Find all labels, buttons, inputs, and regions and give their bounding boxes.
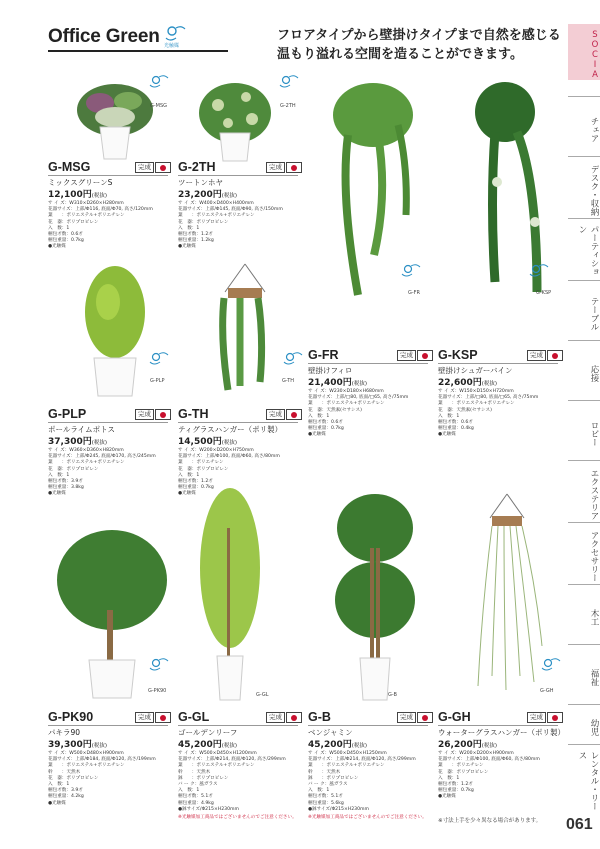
product-code: G-PLP — [48, 407, 87, 421]
divider — [48, 725, 168, 726]
eco-catalyst-icon — [400, 262, 422, 282]
divider — [308, 725, 428, 726]
footnote: ※寸法上手を少々異なる場合があります。 — [438, 818, 542, 824]
japan-flag-icon — [286, 409, 302, 420]
plant-image-g-b — [330, 488, 420, 702]
made-label: 完成 — [397, 712, 416, 723]
product-spec: サ イ ズ：W150×D150×H720mm 花器サイズ：上部/□80, 底面/□65, 高さ/75mm 葉 ：ポリエステル+ポリエチレン 花 器：天然素(セサシス) 入 数：1 梱包才数：0.6才 梱包重量：0.4kg ●光触媒 — [438, 389, 539, 438]
product-name: ベンジャミン — [308, 728, 353, 737]
made-tags — [397, 712, 433, 723]
eco-catalyst-icon — [282, 350, 304, 370]
image-code-g-fr: G-FR — [408, 290, 421, 296]
product-price: 45,200円(税抜) — [178, 740, 238, 750]
made-label: 完成 — [135, 409, 154, 420]
made-label: 完成 — [135, 712, 154, 723]
product-name: ポールライムポトス — [48, 425, 116, 434]
made-tags — [266, 162, 302, 173]
made-tags — [397, 350, 433, 361]
divider — [48, 422, 168, 423]
tab-accessory[interactable]: アクセサリー — [568, 522, 600, 584]
eco-catalyst-icon — [148, 73, 170, 93]
product-spec: サ イ ズ：W400×D400×H400mm 花器サイズ：上部/Φ145, 底面/Φ90, 高さ/150mm 葉 ：ポリエステル+ポリエチレン 花 器：ポリプロピレン 入 数：1 梱包才数：1.2才 梱包重量：1.2kg ●光触媒 — [178, 201, 283, 250]
divider — [178, 175, 298, 176]
eco-catalyst-icon — [528, 262, 550, 282]
category-sidebar — [568, 24, 600, 824]
made-tags — [527, 350, 563, 361]
made-tags — [266, 712, 302, 723]
product-name: 壁掛けフィロ — [308, 366, 353, 375]
product-code: G-2TH — [178, 160, 216, 174]
eco-catalyst-icon — [148, 656, 170, 676]
product-code: G-GL — [178, 710, 210, 724]
product-name: パキラ90 — [48, 728, 81, 737]
made-tags — [266, 409, 302, 420]
made-tags — [527, 712, 563, 723]
made-label: 完成 — [266, 162, 285, 173]
divider — [438, 725, 558, 726]
product-price: 21,400円(税抜) — [308, 378, 368, 388]
product-name: ウォーターグラスハンガー（ポリ製） — [438, 728, 565, 737]
made-label: 完成 — [266, 409, 285, 420]
product-spec: サ イ ズ：W310×D260×H280mm 花器サイズ：上部/Φ116, 底面/Φ70, 高さ/120mm 葉 ：ポリエステル+ポリエチレン 花 器：ポリプロピレン 入 数：1 梱包才数：0.6才 梱包重量：0.7kg ●光触媒 — [48, 201, 153, 250]
image-code-g-pk90: G-PK90 — [148, 688, 167, 694]
product-name: ミックスグリーンS — [48, 178, 113, 187]
product-name: ツートンホヤ — [178, 178, 223, 187]
product-spec: サ イ ズ：W500×D450×H1200mm 花器サイズ：上部/Φ214, 底面/Φ120, 高さ/299mm 葉 ：ポリエステル+ポリエチレン 幹 ：天然木 鉢 ：ポリプロピレン バ ー ク：風ガラス 入 数：1 梱包才数：5.1才 梱包重量：4.9kg ●鉢サイズ/Φ215×H230mm — [178, 751, 286, 812]
notice-text: ※光触媒加工商品ではございませんのでご注意ください。 — [178, 815, 297, 820]
product-price: 23,200円(税抜) — [178, 190, 238, 200]
made-tags — [135, 162, 171, 173]
image-code-g-plp: G-PLP — [150, 378, 165, 384]
japan-flag-icon — [155, 162, 171, 173]
product-price: 14,500円(税抜) — [178, 437, 238, 447]
tab-infant[interactable]: 幼児 — [568, 704, 600, 744]
japan-flag-icon — [417, 712, 433, 723]
product-code: G-GH — [438, 710, 471, 724]
image-code-g-gh: G-GH — [540, 688, 554, 694]
made-tags — [135, 409, 171, 420]
japan-flag-icon — [286, 712, 302, 723]
product-code: G-B — [308, 710, 331, 724]
japan-flag-icon — [155, 712, 171, 723]
product-name: ゴールデンリーフ — [178, 728, 238, 737]
product-spec: サ イ ズ：W500×D480×H900mm 花器サイズ：上部/Φ184, 底面/Φ120, 高さ/199mm 葉 ：ポリエステル+ポリエチレン 幹 ：天然木 花 器：ポリプロピレン 入 数：1 梱包才数：3.9才 梱包重量：4.2kg ●光触媒 — [48, 751, 156, 806]
japan-flag-icon — [286, 162, 302, 173]
japan-flag-icon — [417, 350, 433, 361]
made-label: 完成 — [135, 162, 154, 173]
tab-rental[interactable]: レンタル・リース — [568, 744, 600, 812]
product-spec: サ イ ズ：W360×D360×H820mm 花器サイズ：上部/Φ245, 底面/Φ170, 高さ/245mm 葉 ：ポリエステル+ポリエチレン 花 器：ポリプロピレン 入 数：1 梱包才数：3.9才 梱包重量：3.8kg ●光触媒 — [48, 448, 156, 497]
product-spec: サ イ ズ：W230×D180×H680mm 花器サイズ：上部/□80, 底面/□65, 高さ/75mm 葉 ：ポリエステル+ポリエチレン 花 器：天然素(セサシス) 入 数：1 梱包才数：0.6才 梱包重量：0.7kg ●光触媒 — [308, 389, 409, 438]
product-code: G-TH — [178, 407, 209, 421]
eco-catalyst-icon — [540, 656, 562, 676]
product-spec: サ イ ズ：W500×D450×H1250mm 花器サイズ：上部/Φ214, 底面/Φ120, 高さ/299mm 葉 ：ポリエステル+ポリエチレン 幹 ：天然木 鉢 ：ポリプロピレン バ ー ク：風ガラス 入 数：1 梱包才数：5.1才 梱包重量：5.6kg ●鉢サイズ/Φ215×H230mm — [308, 751, 416, 812]
tab-exterior[interactable]: エクステリア — [568, 460, 600, 522]
made-label: 完成 — [397, 350, 416, 361]
tab-chair[interactable]: チェア — [568, 96, 600, 156]
brand-title: Office Green — [48, 26, 160, 47]
product-code: G-PK90 — [48, 710, 94, 724]
product-name: 壁掛けシュガーバイン — [438, 366, 513, 375]
image-code-g-th: G-TH — [282, 378, 295, 384]
product-price: 22,600円(税抜) — [438, 378, 498, 388]
notice-text: ※光触媒加工商品ではございませんのでご注意ください。 — [308, 815, 427, 820]
divider — [438, 363, 558, 364]
product-code: G-MSG — [48, 160, 91, 174]
product-price: 26,200円(税抜) — [438, 740, 498, 750]
image-code-g-2th: G-2TH — [280, 103, 296, 109]
tab-welfare[interactable]: 福祉 — [568, 644, 600, 704]
eco-catalyst-icon — [148, 350, 170, 370]
product-spec: サ イ ズ：W200×D200×H900mm 花器サイズ：上部/Φ100, 底面/Φ60, 高さ/80mm 葉 ：ポリエチレン 花 器：ポリプロピレン 入 数：1 梱包才数：1.2才 梱包重量：0.7kg ●光触媒 — [438, 751, 540, 800]
product-spec: サ イ ズ：W200×D200×H750mm 花器サイズ：上部/Φ100, 底面/Φ60, 高さ/80mm 葉 ：ポリエチレン 花 器：ポリプロピレン 入 数：1 梱包才数：1.2才 梱包重量：0.7kg ●光触媒 — [178, 448, 280, 497]
intro-text: フロアタイプから壁掛けタイプまで自然を感じる温もり溢れる空間を造ることができます。 — [277, 28, 561, 62]
tab-lobby[interactable]: ロビー — [568, 400, 600, 460]
product-price: 12,100円(税抜) — [48, 190, 108, 200]
image-code-g-gl: G-GL — [256, 692, 269, 698]
image-code-g-b: G-B — [388, 692, 397, 698]
made-label: 完成 — [527, 712, 546, 723]
tab-socia[interactable]: SOCIA — [568, 24, 600, 80]
tab-desk[interactable]: デスク・収納 — [568, 156, 600, 218]
plant-image-g-th — [210, 262, 280, 392]
made-label: 完成 — [527, 350, 546, 361]
plant-image-g-2th — [190, 75, 280, 165]
japan-flag-icon — [547, 350, 563, 361]
product-price: 37,300円(税抜) — [48, 437, 108, 447]
plant-image-g-msg — [70, 75, 160, 165]
japan-flag-icon — [155, 409, 171, 420]
tab-woodwork[interactable]: 木工 — [568, 584, 600, 644]
tab-reception[interactable]: 応接 — [568, 340, 600, 400]
divider — [178, 422, 298, 423]
made-tags — [135, 712, 171, 723]
divider — [308, 363, 428, 364]
product-price: 39,300円(税抜) — [48, 740, 108, 750]
divider — [48, 175, 168, 176]
image-code-g-msg: G-MSG — [150, 103, 168, 109]
page-number: 061 — [566, 816, 593, 833]
tab-partition[interactable]: パーティション — [568, 218, 600, 280]
japan-flag-icon — [547, 712, 563, 723]
brand-eco-label: 光触媒 — [164, 43, 180, 49]
divider — [178, 725, 298, 726]
plant-image-g-plp — [70, 262, 160, 402]
image-code-g-ksp: G-KSP — [536, 290, 552, 296]
product-name: ティグラスハンガー（ポリ製） — [178, 425, 283, 434]
product-code: G-KSP — [438, 348, 478, 362]
eco-catalyst-icon — [278, 73, 300, 93]
product-price: 45,200円(税抜) — [308, 740, 368, 750]
plant-image-g-gh — [462, 492, 552, 692]
product-code: G-FR — [308, 348, 339, 362]
tab-table[interactable]: テーブル — [568, 280, 600, 340]
made-label: 完成 — [266, 712, 285, 723]
plant-image-g-gl — [195, 488, 265, 702]
brand-underline — [48, 50, 228, 52]
